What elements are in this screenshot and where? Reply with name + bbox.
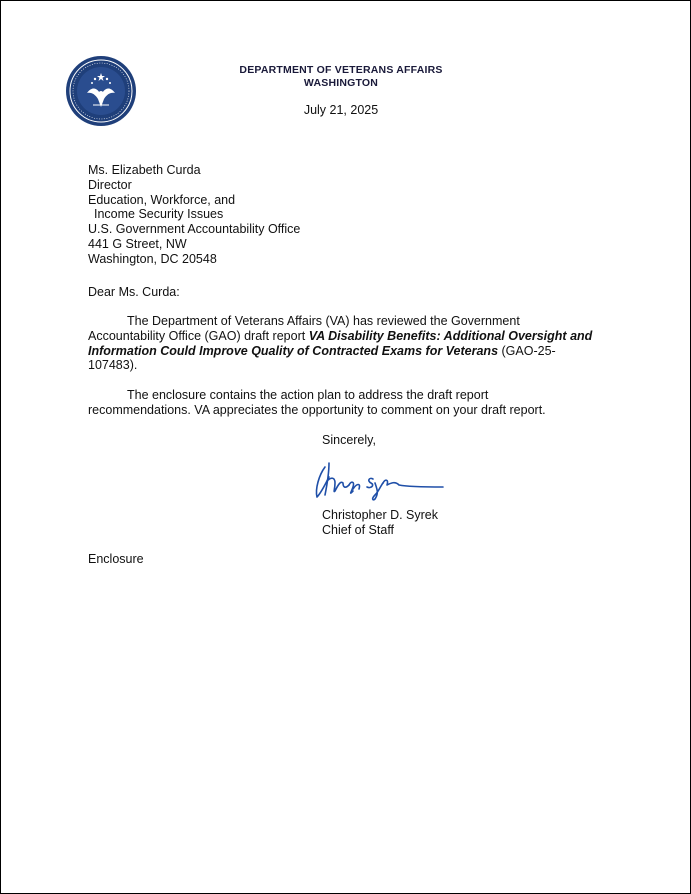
recipient-unit-line2: Income Security Issues <box>94 207 224 222</box>
letter-date: July 21, 2025 <box>303 103 379 117</box>
letterhead-department: DEPARTMENT OF VETERANS AFFAIRS <box>239 64 443 76</box>
report-title: VA Disability Benefits: Additional Oversight and Information Could Improve Quality of Contracted Exams for Veterans <box>88 328 593 358</box>
va-seal-icon <box>65 55 137 127</box>
handwritten-signature <box>309 459 449 505</box>
salutation: Dear Ms. Curda: <box>88 285 180 299</box>
p2-text: The enclosure contains the action plan to address the draft report recommendations. VA appreciates the opportunity to comment on your draft report. <box>88 388 546 417</box>
body-paragraph-2 <box>88 388 593 418</box>
recipient-street: 441 G Street, NW <box>88 236 187 251</box>
recipient-city: Washington, DC 20548 <box>88 251 217 266</box>
p1-text-after: (GAO-25-107483). <box>88 343 556 373</box>
recipient-name: Ms. Elizabeth Curda <box>88 163 201 177</box>
closing: Sincerely, <box>322 433 376 447</box>
body-paragraph-1 <box>88 314 593 373</box>
signer-title: Chief of Staff <box>322 522 395 537</box>
recipient-unit-line1: Education, Workforce, and <box>88 192 236 207</box>
signer-name: Christopher D. Syrek <box>322 508 439 522</box>
letterhead-city: WASHINGTON <box>303 77 379 89</box>
signer-block <box>322 508 438 538</box>
p1-text-before: The Department of Veterans Affairs (VA) has reviewed the Government Accountability Office (GAO) draft report <box>88 314 520 343</box>
recipient-organization: U.S. Government Accountability Office <box>88 222 301 237</box>
enclosure-note: Enclosure <box>88 552 144 566</box>
recipient-address <box>88 163 300 267</box>
recipient-title: Director <box>88 177 132 192</box>
